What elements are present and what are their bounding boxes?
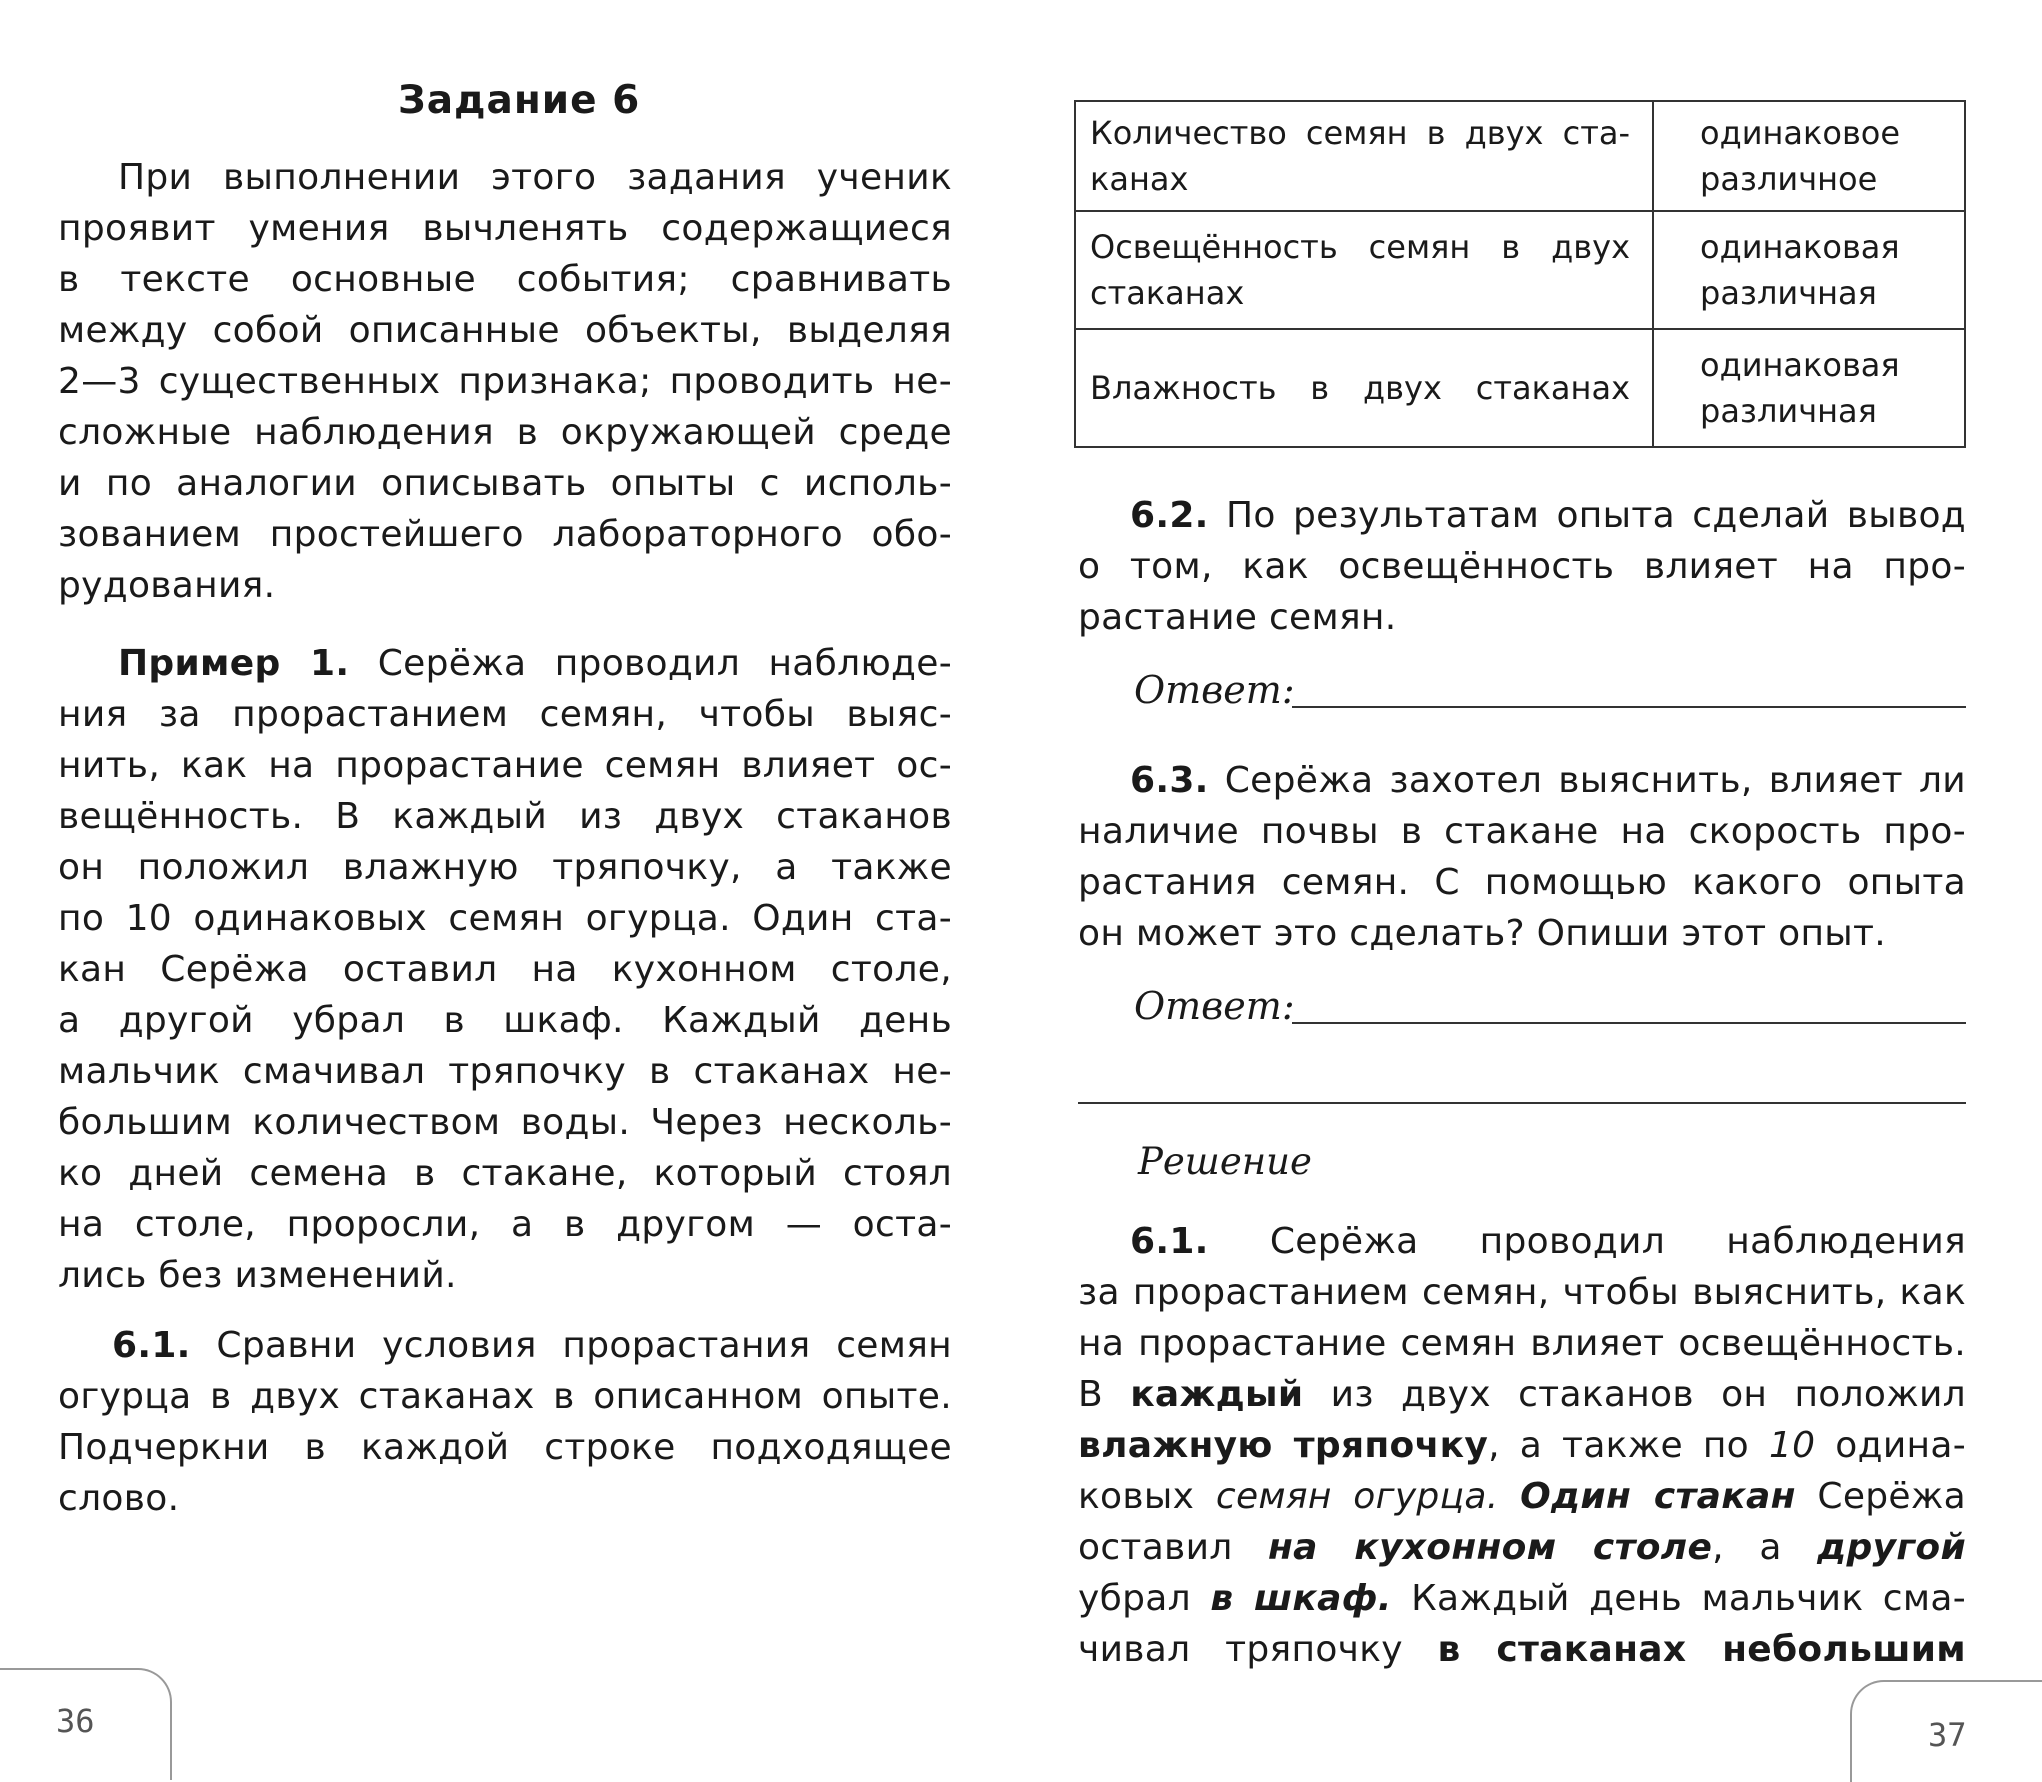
condition-text: Освещённость семян в двух: [1090, 228, 1630, 266]
solution-emphasis: в шкаф.: [1210, 1578, 1392, 1619]
task-line: [1078, 755, 1966, 806]
solution-emphasis: каждый: [1130, 1374, 1304, 1415]
solution-emphasis: в стаканах небольшим: [1437, 1629, 1966, 1670]
intro-line: При выполнении этого задания ученик: [118, 157, 952, 198]
condition-cell: [1075, 101, 1653, 211]
solution-emphasis: Один стакан: [1520, 1476, 1796, 1517]
table-row: [1075, 211, 1965, 329]
example-line: [58, 638, 952, 689]
condition-cell: [1075, 211, 1653, 329]
option-word[interactable]: различное: [1700, 160, 1878, 198]
task-line: наличие почвы в стакане на скорость про-: [1078, 811, 1966, 852]
options-cell: [1653, 101, 1965, 211]
condition-text: Количество семян в двух ста-: [1090, 114, 1630, 152]
page-number: 37: [1928, 1716, 1967, 1754]
task-text: Сравни условия прорастания семян: [216, 1325, 952, 1366]
example-line: а другой убрал в шкаф. Каждый день: [58, 1000, 952, 1041]
option-word[interactable]: одинаковое: [1700, 114, 1901, 152]
condition-cell: [1075, 329, 1653, 447]
option-word[interactable]: различная: [1700, 392, 1877, 430]
page-number: 36: [56, 1702, 95, 1740]
example-label: Пример 1.: [118, 643, 350, 684]
task-line: [58, 1320, 952, 1371]
answer-line-1[interactable]: [1292, 706, 1966, 708]
task-line: растание семян.: [1078, 597, 1397, 638]
right-page: [1030, 0, 2042, 1752]
solution-line: [1078, 1522, 1966, 1573]
solution-line: [1078, 1369, 1966, 1420]
solution-text: В: [1078, 1374, 1103, 1415]
example-text: Серёжа проводил наблюде-: [377, 643, 952, 684]
options-cell: [1653, 211, 1965, 329]
option-word[interactable]: одинаковая: [1700, 346, 1900, 384]
solution-text: одина-: [1835, 1425, 1966, 1466]
solution-line: [1078, 1624, 1966, 1675]
solution-emphasis: семян огурца.: [1215, 1476, 1499, 1517]
task-6-2: [1078, 490, 1966, 643]
solution-text: Каждый день мальчик сма-: [1411, 1578, 1966, 1619]
example-line: он положил влажную тряпочку, а также: [58, 847, 952, 888]
example-line: лись без изменений.: [58, 1255, 457, 1296]
task-6-1-label: 6.1.: [112, 1325, 191, 1366]
answer-label: Ответ:: [1134, 984, 1295, 1028]
task-text: Серёжа захотел выяснить, влияет ли: [1224, 760, 1966, 801]
example-line: большим количеством воды. Через несколь-: [58, 1102, 952, 1143]
intro-line: сложные наблюдения в окружающей среде: [58, 412, 952, 453]
solution-emphasis: влажную тряпочку: [1078, 1425, 1489, 1466]
solution-emphasis: 10: [1768, 1425, 1816, 1466]
example-paragraph: [58, 638, 952, 1301]
intro-paragraph: [58, 152, 952, 611]
solution-text: , а: [1712, 1527, 1782, 1568]
solution-text: Серёжа проводил наблюдения: [1269, 1221, 1966, 1262]
solution-text: оставил: [1078, 1527, 1233, 1568]
solution-line: [1078, 1216, 1966, 1267]
answer-line-3[interactable]: [1078, 1102, 1966, 1104]
task-line: он может это сделать? Опиши этот опыт.: [1078, 913, 1887, 954]
intro-line: зованием простейшего лабораторного обо-: [58, 514, 952, 555]
solution-text: чивал тряпочку: [1078, 1629, 1403, 1670]
intro-line: между собой описанные объекты, выделяя: [58, 310, 952, 351]
solution-line: [1078, 1420, 1966, 1471]
task-line: о том, как освещённость влияет на про-: [1078, 546, 1966, 587]
example-line: ко дней семена в стакане, который стоял: [58, 1153, 952, 1194]
solution-text: , а также по: [1488, 1425, 1749, 1466]
answer-label: Ответ:: [1134, 668, 1295, 712]
task-6-3: [1078, 755, 1966, 959]
solution-label: 6.1.: [1130, 1221, 1209, 1262]
example-line: по 10 одинаковых семян огурца. Один ста-: [58, 898, 952, 939]
task-line: Подчеркни в каждой строке подходящее: [58, 1427, 952, 1468]
solution-line: за прорастанием семян, чтобы выяснить, как: [1078, 1272, 1966, 1313]
solution-text: из двух стаканов он положил: [1330, 1374, 1966, 1415]
task-6-3-label: 6.3.: [1130, 760, 1209, 801]
solution-emphasis: другой: [1817, 1527, 1966, 1568]
solution-emphasis: на кухонном столе: [1268, 1527, 1713, 1568]
solution-title: Решение: [1138, 1140, 1312, 1183]
answer-line-2[interactable]: [1292, 1022, 1966, 1024]
example-line: ния за прорастанием семян, чтобы выяс-: [58, 694, 952, 735]
solution-text: Серёжа: [1817, 1476, 1966, 1517]
table-row: [1075, 101, 1965, 211]
intro-line: и по аналогии описывать опыты с исполь-: [58, 463, 952, 504]
option-word[interactable]: одинаковая: [1700, 228, 1900, 266]
task-line: слово.: [58, 1478, 180, 1519]
intro-line: 2—3 существенных признака; проводить не-: [58, 361, 952, 402]
task-6-2-label: 6.2.: [1130, 495, 1209, 536]
condition-text: стаканах: [1090, 274, 1245, 312]
example-line: нить, как на прорастание семян влияет ос-: [58, 745, 952, 786]
solution-paragraph: [1078, 1216, 1966, 1675]
intro-line: рудования.: [58, 565, 276, 606]
solution-text: убрал: [1078, 1578, 1191, 1619]
option-word[interactable]: различная: [1700, 274, 1877, 312]
solution-line: на прорастание семян влияет освещённость.: [1078, 1323, 1966, 1364]
condition-text: Влажность в двух стаканах: [1090, 369, 1630, 407]
example-line: вещённость. В каждый из двух стаканов: [58, 796, 952, 837]
task-text: По результатам опыта сделай вывод: [1225, 495, 1966, 536]
example-line: на столе, проросли, а в другом — оста-: [58, 1204, 952, 1245]
options-cell: [1653, 329, 1965, 447]
task-line: [1078, 490, 1966, 541]
intro-line: проявит умения вычленять содержащиеся: [58, 208, 952, 249]
task-line: растания семян. С помощью какого опыта: [1078, 862, 1966, 903]
task-title: Задание 6: [398, 78, 641, 123]
example-line: кан Серёжа оставил на кухонном столе,: [58, 949, 952, 990]
solution-line: [1078, 1573, 1966, 1624]
example-line: мальчик смачивал тряпочку в стаканах не-: [58, 1051, 952, 1092]
solution-line: [1078, 1471, 1966, 1522]
conditions-table: [1074, 100, 1966, 448]
task-line: огурца в двух стаканах в описанном опыте.: [58, 1376, 952, 1417]
solution-text: ковых: [1078, 1476, 1195, 1517]
table-row: [1075, 329, 1965, 447]
left-page: [0, 0, 1000, 1752]
intro-line: в тексте основные события; сравнивать: [58, 259, 952, 300]
task-6-1: [58, 1320, 952, 1524]
condition-text: канах: [1090, 160, 1189, 198]
